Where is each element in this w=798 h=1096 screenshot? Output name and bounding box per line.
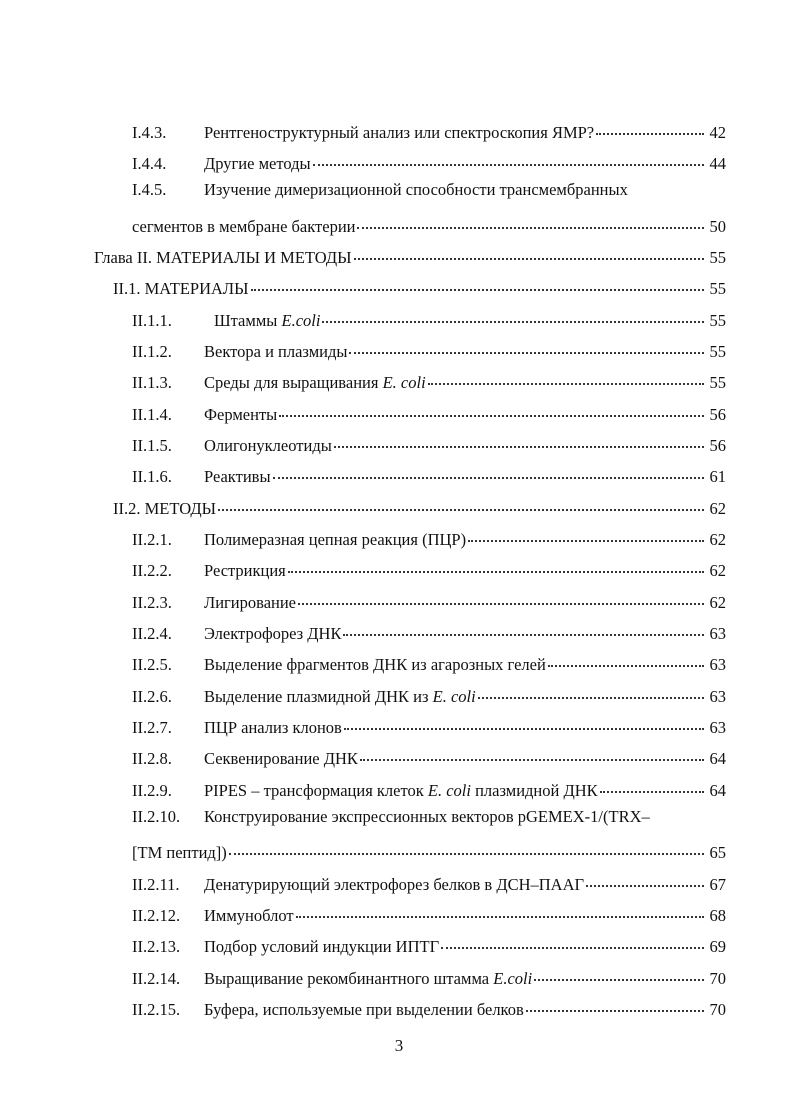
toc-entry-title: Другие методы <box>204 154 311 173</box>
toc-entry-number: II.2.13. <box>132 937 181 956</box>
leader-dots <box>586 865 704 887</box>
toc-entry-page: 70 <box>709 1000 726 1019</box>
toc-entry-title: Полимеразная цепная реакция (ПЦР) <box>204 530 467 549</box>
toc-entry-title: сегментов в мембране бактерии <box>132 217 356 236</box>
toc-entry-number: II.1.3. <box>132 373 172 392</box>
leader-dots <box>334 426 704 448</box>
toc-entry-number: II.1.1. <box>132 311 172 330</box>
toc-entry-number: II.2.10. <box>132 807 181 826</box>
leader-dots <box>357 207 704 229</box>
toc-entry-number: II.2.5. <box>132 655 172 674</box>
toc-entry-title: Подбор условий индукции ИПТГ <box>204 937 440 956</box>
toc-entry-number: II.1.6. <box>132 467 172 486</box>
leader-dots <box>600 771 704 793</box>
toc-entry <box>132 460 726 484</box>
toc-entry-title: Секвенирование ДНК <box>204 749 358 768</box>
toc-entry <box>132 178 726 202</box>
toc-entry <box>132 147 726 171</box>
toc-entry <box>113 492 726 516</box>
toc-entry-title: Изучение димеризационной способности трансмембранных <box>204 180 628 199</box>
toc-entry-number: II.1.2. <box>132 342 172 361</box>
toc-entry <box>132 523 726 547</box>
toc-entry <box>132 805 726 829</box>
leader-dots <box>534 959 704 981</box>
toc-entry-page: 62 <box>709 530 726 549</box>
leader-dots <box>251 269 705 291</box>
toc-entry-page: 65 <box>709 843 726 862</box>
toc-entry <box>132 930 726 954</box>
toc-entry-title: Вектора и плазмиды <box>204 342 348 361</box>
toc-entry <box>94 241 726 265</box>
toc-entry-title: Рентгеноструктурный анализ или спектроскопия ЯМР? <box>204 123 595 142</box>
leader-dots <box>349 332 704 354</box>
toc-entry-title: PIPES – трансформация клеток E. coli плазмидной ДНК <box>204 781 598 800</box>
toc-entry <box>132 210 726 234</box>
toc-entry-page: 63 <box>709 624 726 643</box>
toc-entry-title: Денатурирующий электрофорез белков в ДСН–ПААГ <box>204 875 585 894</box>
toc-entry-number: II.2.9. <box>132 781 172 800</box>
toc-entry-number: II.2.2. <box>132 561 172 580</box>
toc-entry <box>132 648 726 672</box>
toc-entry <box>113 272 726 296</box>
toc-entry-page: 62 <box>709 499 726 518</box>
toc-entry-page: 69 <box>709 937 726 956</box>
toc-entry-number: II.2.14. <box>132 969 181 988</box>
toc-entry-number: II.2.12. <box>132 906 181 925</box>
toc-entry <box>132 993 726 1017</box>
toc-entry-title: [TM пептид]) <box>132 843 227 862</box>
leader-dots <box>354 238 704 260</box>
toc-entry-title: Выращивание рекомбинантного штамма E.coli <box>204 969 533 988</box>
toc-entry <box>132 116 726 140</box>
leader-dots <box>468 520 704 542</box>
toc-entry-title: II.1. МАТЕРИАЛЫ <box>113 279 249 298</box>
toc-entry-page: 55 <box>709 342 726 361</box>
toc-entry-page: 55 <box>709 373 726 392</box>
toc-entry-page: 63 <box>709 718 726 737</box>
toc-entry-number: II.2.3. <box>132 593 172 612</box>
toc-entry <box>132 429 726 453</box>
leader-dots <box>478 677 704 699</box>
toc-entry <box>132 868 726 892</box>
toc-entry-title: Реактивы <box>204 467 271 486</box>
leader-dots <box>526 990 704 1012</box>
leader-dots <box>428 363 704 385</box>
toc-entry-number: II.2.8. <box>132 749 172 768</box>
toc-entry-title: Выделение плазмидной ДНК из E. coli <box>204 687 476 706</box>
toc-entry-title: Штаммы E.coli <box>214 311 321 330</box>
toc-entry-page: 44 <box>709 154 726 173</box>
toc-entry-page: 63 <box>709 687 726 706</box>
toc-entry-title: Конструирование экспрессионных векторов pGEMEX-1/(TRX– <box>204 807 650 826</box>
toc-entry-page: 64 <box>709 749 726 768</box>
toc-entry-page: 50 <box>709 217 726 236</box>
toc-entry-title: Глава II. МАТЕРИАЛЫ И МЕТОДЫ <box>94 248 352 267</box>
toc-entry-number: II.2.1. <box>132 530 172 549</box>
toc-entry <box>132 774 726 798</box>
leader-dots <box>360 739 704 761</box>
toc-entry-title: Иммуноблот <box>204 906 294 925</box>
toc-entry-number: II.2.4. <box>132 624 172 643</box>
toc-entry-title: ПЦР анализ клонов <box>204 718 342 737</box>
toc-entry <box>132 304 726 328</box>
toc-entry <box>132 554 726 578</box>
toc-entry <box>132 962 726 986</box>
leader-dots <box>218 489 704 511</box>
toc-entry-page: 67 <box>709 875 726 894</box>
leader-dots <box>441 927 704 949</box>
toc-entry-page: 55 <box>709 248 726 267</box>
toc-entry-page: 64 <box>709 781 726 800</box>
toc-entry-title: Рестрикция <box>204 561 286 580</box>
leader-dots <box>298 583 704 605</box>
toc-entry-title: Выделение фрагментов ДНК из агарозных гелей <box>204 655 546 674</box>
toc-entry-title: Ферменты <box>204 405 278 424</box>
leader-dots <box>596 113 704 135</box>
toc-entry-page: 68 <box>709 906 726 925</box>
leader-dots <box>344 708 704 730</box>
toc-entry-number: I.4.3. <box>132 123 167 142</box>
toc-entry-title: II.2. МЕТОДЫ <box>113 499 216 518</box>
toc-entry-title: Олигонуклеотиды <box>204 436 332 455</box>
toc-entry <box>132 617 726 641</box>
leader-dots <box>548 645 704 667</box>
toc-entry <box>132 836 726 860</box>
toc-entry <box>132 366 726 390</box>
toc-entry-number: II.1.5. <box>132 436 172 455</box>
toc-entry-page: 62 <box>709 593 726 612</box>
toc-entry-title: Лигирование <box>204 593 296 612</box>
toc-entry-page: 56 <box>709 436 726 455</box>
leader-dots <box>288 551 704 573</box>
leader-dots <box>343 614 704 636</box>
page-number: 3 <box>394 1036 404 1055</box>
toc-entry-page: 55 <box>709 311 726 330</box>
leader-dots <box>229 833 704 855</box>
toc-entry-page: 55 <box>709 279 726 298</box>
toc-entry <box>132 586 726 610</box>
leader-dots <box>322 301 704 323</box>
toc-entry-page: 62 <box>709 561 726 580</box>
toc-entry-page: 70 <box>709 969 726 988</box>
toc-entry-page: 56 <box>709 405 726 424</box>
toc-entry-number: II.2.11. <box>132 875 180 894</box>
toc-entry-page: 61 <box>709 467 726 486</box>
toc-entry-title: Электрофорез ДНК <box>204 624 342 643</box>
toc-entry-number: I.4.4. <box>132 154 167 173</box>
leader-dots <box>296 896 704 918</box>
toc-entry-number: I.4.5. <box>132 180 167 199</box>
toc-entry <box>132 899 726 923</box>
toc-entry-page: 63 <box>709 655 726 674</box>
toc-entry-page: 42 <box>709 123 726 142</box>
toc-entry-number: II.1.4. <box>132 405 172 424</box>
toc-entry-number: II.2.6. <box>132 687 172 706</box>
leader-dots <box>279 395 704 417</box>
toc-entry-title: Среды для выращивания E. coli <box>204 373 426 392</box>
toc-entry <box>132 335 726 359</box>
toc-entry <box>132 398 726 422</box>
toc-entry <box>132 742 726 766</box>
toc-entry <box>132 711 726 735</box>
toc-entry-title: Буфера, используемые при выделении белков <box>204 1000 524 1019</box>
toc-entry <box>132 680 726 704</box>
leader-dots <box>313 144 704 166</box>
toc-entry-number: II.2.7. <box>132 718 172 737</box>
toc-entry-number: II.2.15. <box>132 1000 181 1019</box>
leader-dots <box>273 457 704 479</box>
